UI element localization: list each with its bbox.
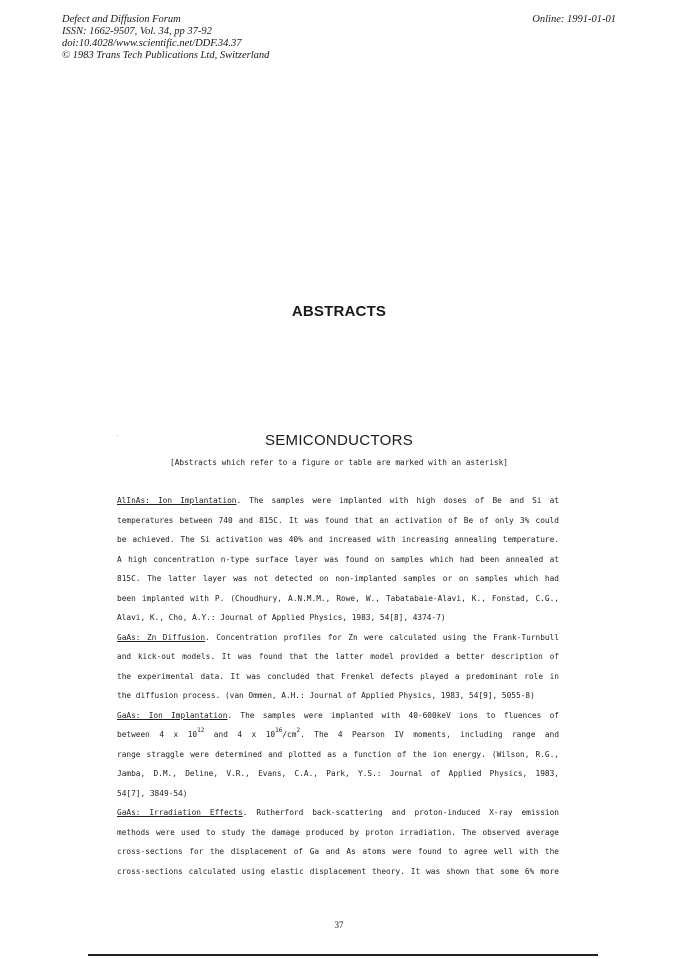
copyright-line: © 1983 Trans Tech Publications Ltd, Switzerland bbox=[62, 50, 270, 61]
entry-heading: AlInAs: Ion Implantation bbox=[117, 496, 237, 505]
text-line: temperatures between 740 and 815C. It was found that an activation of Be of only 3% could bbox=[117, 515, 559, 525]
journal-header bbox=[62, 14, 269, 62]
issn-line: ISSN: 1662-9507, Vol. 34, pp 37-92 bbox=[62, 26, 212, 37]
text-line: cross-sections calculated using elastic displacement theory. It was shown that some 6% more bbox=[117, 866, 559, 876]
doi-line: doi:10.4028/www.scientific.net/DDF.34.37 bbox=[62, 38, 242, 49]
abstracts-body bbox=[117, 491, 559, 881]
text-line: Jamba, D.M., Deline, V.R., Evans, C.A., Park, Y.S.: Journal of Applied Physics, 1983, bbox=[117, 769, 559, 778]
text-line: methods were used to study the damage produced by proton irradiation. The observed average bbox=[117, 827, 559, 837]
text-line: GaAs: Zn Diffusion. Concentration profiles for Zn were calculated using the Frank-Turnbull bbox=[117, 632, 559, 642]
text-line: be achieved. The Si activation was 40% and increased with increasing annealing temperature. bbox=[117, 535, 559, 544]
text-line: the experimental data. It was concluded that Frenkel defects played a predominant role in bbox=[117, 671, 559, 681]
text-line: 54[7], 3849-54) bbox=[117, 788, 188, 798]
text-line: cross-sections for the displacement of Ga and As atoms were found to agree well with the bbox=[117, 847, 559, 856]
page-title: ABSTRACTS bbox=[291, 303, 387, 320]
text-line: between 4 x $10^{12}$ and 4 x $10^{16}/cm^2$. The 4 Pearson IV moments, including range and bbox=[117, 727, 559, 739]
entry-heading: GaAs: Irradiation Effects bbox=[117, 808, 243, 817]
text-line: A high concentration n-type surface layer was found on samples which had been annealed at bbox=[117, 554, 559, 564]
journal-name: Defect and Diffusion Forum bbox=[62, 14, 181, 25]
entry-heading: GaAs: Zn Diffusion bbox=[117, 632, 206, 642]
text-line: Alavi, K., Cho, A.Y.: Journal of Applied Physics, 1983, 54[8], 4374-7) bbox=[117, 613, 446, 622]
page-number: 37 bbox=[334, 920, 344, 930]
section-note: [Abstracts which refer to a figure or table are marked with an asterisk] bbox=[170, 458, 508, 467]
online-date: Online: 1991-01-01 bbox=[532, 14, 616, 25]
text-line: range straggle were determined and plotted as a function of the ion energy. (Wilson, R.G., bbox=[117, 749, 559, 759]
text-line: and kick-out models. It was found that the latter model provided a better description of bbox=[117, 652, 559, 661]
section-title: SEMICONDUCTORS bbox=[264, 432, 414, 449]
text-line: 815C. The latter layer was not detected on non-implanted samples or on samples which had bbox=[117, 574, 559, 583]
text-line: GaAs: Ion Implantation. The samples were implanted with 40-600keV ions to fluences of bbox=[117, 710, 559, 720]
text-line: been implanted with P. (Choudhury, A.N.M.M., Rowe, W., Tabatabaie-Alavi, K., Fonstad, C.G., bbox=[117, 593, 559, 603]
bottom-rule bbox=[88, 954, 598, 956]
text-line: GaAs: Irradiation Effects. Rutherford back-scattering and proton-induced X-ray emission bbox=[117, 808, 559, 817]
text-line: AlInAs: Ion Implantation. The samples were implanted with high doses of Be and Si at bbox=[117, 496, 559, 505]
entry-heading: GaAs: Ion Implantation bbox=[117, 710, 228, 720]
text-line: the diffusion process. (van Ommen, A.H.: Journal of Applied Physics, 1983, 54[9], 5055-8) bbox=[117, 691, 535, 700]
